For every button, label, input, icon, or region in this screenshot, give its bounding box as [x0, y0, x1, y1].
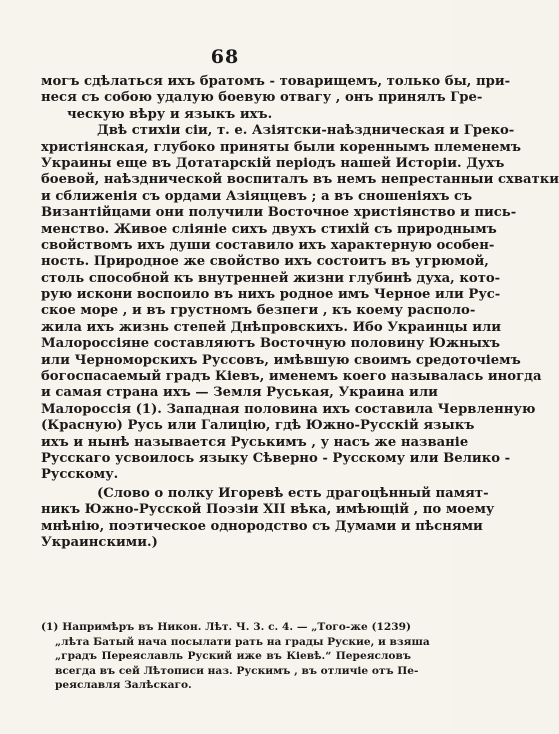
- text-line: могъ сдѣлаться ихъ братомъ - товарищемъ, только бы, при-: [41, 74, 511, 89]
- text-line: Двѣ стихіи сіи, т. е. Азіятски-наѣздническая и Греко-: [97, 123, 515, 139]
- text-line: Украинскими.): [41, 534, 158, 550]
- footnote: [41, 620, 430, 693]
- footnote-line: реяславля Залѣскаго.: [55, 679, 192, 692]
- text-line: свойствомъ ихъ души составило ихъ характерную особен-: [41, 237, 495, 253]
- text-line: неся съ собою удалую боевую отвагу , онъ принялъ Гре-: [41, 90, 483, 106]
- text-line: мнѣнію, поэтическое однородство съ Думами и пѣснями: [41, 518, 483, 534]
- footnote-line: (1) Напримѣръ въ Никон. Лѣт. Ч. 3. с. 4. — „Того-же (1239): [41, 621, 411, 633]
- text-line: Украины еще въ Дотатарскій періодъ нашей Исторіи. Духъ: [41, 155, 505, 171]
- text-line: менство. Живое сліяніе сихъ двухъ стихій съ природнымъ: [41, 221, 497, 237]
- footnote-line: „градъ Переяславль Руский иже въ Кіевѣ.“ Переясловъ: [55, 650, 411, 663]
- text-line: Малороссія (1). Западная половина ихъ составила Червленную: [41, 401, 536, 417]
- text-line: Малороссіяне составляютъ Восточную половину Южныхъ: [41, 336, 500, 352]
- text-line: ихъ и нынѣ называется Руськимъ , у насъ же названіе: [41, 434, 469, 450]
- text-line: и самая страна ихъ — Земля Руськая, Украина или: [41, 385, 438, 401]
- page-number: 68: [210, 46, 240, 68]
- text-line: жила ихъ жизнь степей Днѣпровскихъ. Ибо Украинцы или: [41, 319, 502, 335]
- text-line: христіянская, глубоко приняты были кореннымъ племенемъ: [41, 139, 521, 155]
- text-line: ское море , и въ грустномъ безпеги , къ коему располо-: [41, 303, 476, 319]
- paragraph-2: [41, 123, 559, 484]
- paragraph-1: [41, 74, 511, 123]
- text-line: (Слово о полку Игоревѣ есть драгоцѣнный памят-: [97, 485, 489, 501]
- paragraph-3: [41, 485, 495, 552]
- footnote-line: „лѣта Батый нача посылати рать на грады Руские, и взяша: [55, 635, 430, 648]
- text-line: боевой, наѣзднической воспиталъ въ немъ непрестанныи схватки: [41, 172, 559, 188]
- text-line: ческую вѣру и языкъ ихъ.: [67, 106, 273, 122]
- text-line: никъ Южно-Русской Поэзіи XII вѣка, имѣющій , по моему: [41, 502, 495, 518]
- text-line: (Красную) Русь или Галицію, гдѣ Южно-Русскій языкъ: [41, 418, 475, 434]
- text-line: богоспасаемый градъ Кіевъ, именемъ коего называлась иногда: [41, 369, 542, 385]
- footnote-line: всегда въ сей Лѣтописи наз. Рускимъ , въ отличіе отъ Пе-: [55, 664, 419, 677]
- text-line: Русскаго усвоилось языку Сѣверно - Русскому или Велико -: [41, 450, 511, 466]
- text-line: ность. Природное же свойство ихъ состоитъ въ угрюмой,: [41, 254, 489, 270]
- text-line: или Черноморскихъ Руссовъ, имѣвшую своимъ средоточіемъ: [41, 352, 521, 368]
- text-line: столь способной къ внутренней жизни глубинѣ духа, кото-: [41, 270, 501, 286]
- text-line: Византійцами они получили Восточное христіянство и пись-: [41, 205, 517, 221]
- main-text: [41, 74, 559, 551]
- text-line: рую искони воспоило въ нихъ родное имъ Черное или Рус-: [41, 287, 501, 303]
- text-line: и сближенія съ ордами Азіяццевъ ; а въ сношеніяхъ съ: [41, 188, 473, 204]
- text-line: Русскому.: [41, 467, 119, 483]
